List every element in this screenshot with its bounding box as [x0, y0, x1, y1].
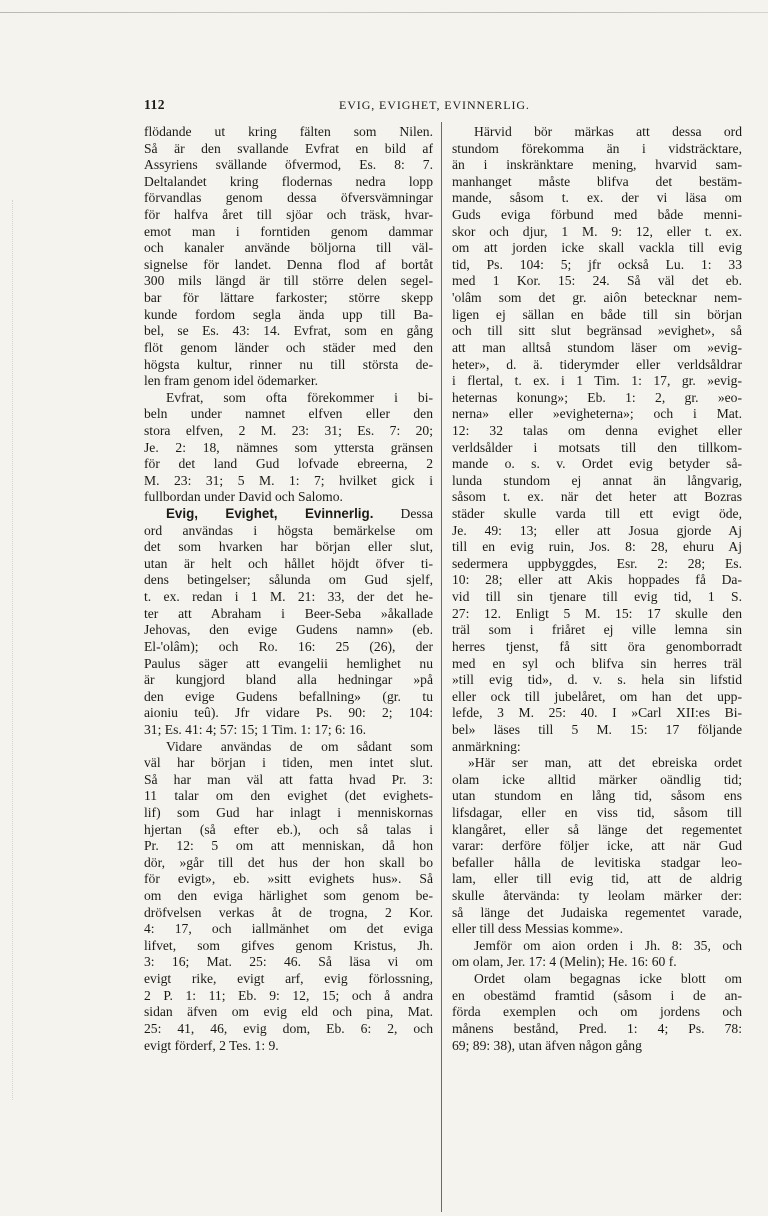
text-line: Evfrat, som ofta förekommer i bi-: [166, 389, 433, 405]
top-rule: [0, 12, 768, 13]
text-line: utan är helt och hållet höjdt öfver ti-: [144, 555, 433, 571]
text-line: varar: derföre följer icke, att när Gud: [452, 838, 742, 854]
text-line: heter», d. ä. tiderymder eller verldsåldrar: [452, 356, 742, 372]
text-line: 4: 17, och iallmänhet om det eviga: [144, 921, 433, 937]
text-line: Så har man väl att fatta hvad Pr. 3:: [144, 771, 433, 787]
text-line: 69; 89: 38), utan äfven någon gång: [452, 1037, 642, 1053]
text-line: tid, Ps. 104: 5; jfr också Lu. 1: 33: [452, 256, 742, 272]
text-line: 31; Es. 41: 4; 57: 15; 1 Tim. 1: 17; 6: 16.: [144, 721, 367, 737]
text-line: len fram genom idel ödemarker.: [144, 373, 319, 389]
text-line: lunda stundom ej annat än långvarig,: [452, 472, 742, 488]
column-divider: [441, 122, 442, 1212]
text-line: stora elfven, 2 M. 23: 31; Es. 7: 20;: [144, 422, 433, 438]
text-line: förda exemplen och om jordens och: [452, 1004, 742, 1020]
text-line: aioniu teû). Jfr vidare Ps. 90: 2; 104:: [144, 705, 433, 721]
text-line: Evig, Evighet, Evinnerlig. Dessa: [166, 506, 433, 522]
text-line: M. 23: 31; 5 M. 1: 7; hvilket gick i: [144, 472, 433, 488]
text-line: skor och djur, 1 M. 9: 12, eller t. ex.: [452, 223, 742, 239]
text-line: Je. 2: 18, nämnes som yttersta gränsen: [144, 439, 433, 455]
text-line: högsta kultur, rinner nu till största de-: [144, 356, 433, 372]
text-line: förvandlas genom dessa öfversvämningar: [144, 190, 433, 206]
margin-specks: [12, 200, 17, 1100]
text-line: i flertal, t. ex. i 1 Tim. 1: 17, gr. »evig-: [452, 373, 742, 389]
text-line: 300 mils längd är till större delen segel-: [144, 273, 433, 289]
text-line: nerna» eller »evigheterna»; och i Mat.: [452, 406, 742, 422]
text-line: städer skulle varda till ett evigt öde,: [452, 506, 742, 522]
text-line: fullbordan under David och Salomo.: [144, 489, 343, 505]
text-line: lifsdagar, eller en viss tid, såsom till: [452, 804, 742, 820]
text-line: herres tjenst, få sitt öra genomborradt: [452, 638, 742, 654]
text-line: om olam, Jer. 17: 4 (Melin); He. 16: 60 f.: [452, 954, 677, 970]
text-line: Pr. 12: 5 om att menniskan, då hon: [144, 838, 433, 854]
text-line: utan stundom en lång tid, såsom ens: [452, 788, 742, 804]
text-line: 3: 16; Mat. 25: 46. Så läsa vi om: [144, 954, 433, 970]
text-line: ord användas i högsta bemärkelse om: [144, 522, 433, 538]
text-line: bel» läses till 5 M. 15: 17 följande: [452, 721, 742, 737]
text-line: 2 P. 1: 11; Eb. 9: 12, 15; och å andra: [144, 987, 433, 1003]
text-line: signelse för landet. Denna flod af bortåt: [144, 256, 433, 272]
text-line: flöt genom länder och städer med den: [144, 339, 433, 355]
text-line: såsom t. ex. när det heter att Bozras: [452, 489, 742, 505]
text-line: Härvid bör märkas att dessa ord: [474, 124, 742, 139]
text-line: bel, se Es. 43: 14. Evfrat, som en gång: [144, 323, 433, 339]
text-line: det som hvarken har början eller slut,: [144, 539, 433, 555]
text-line: Deltalandet kring flodernas nedra lopp: [144, 173, 433, 189]
text-line: träl som i friåret ej ville lemna sin: [452, 622, 742, 638]
text-line: om den eviga härlighet som genom be-: [144, 888, 433, 904]
text-line: klangåret, eller så länge det regementet: [452, 821, 742, 837]
text-line: månens bestånd, Pred. 1: 4; Ps. 78:: [452, 1020, 742, 1036]
text-line: Paulus säger att evangelii hemlighet nu: [144, 655, 433, 671]
text-line: att man alltså stundom läser om »evig-: [452, 339, 742, 355]
text-line: evigt förderf, 2 Tes. 1: 9.: [144, 1037, 279, 1053]
text-line: verldsålder i motsats till den tillkom-: [452, 439, 742, 455]
text-line: eller ock till jubelåret, om han det upp-: [452, 688, 742, 704]
text-line: Vidare användas de om sådant som: [166, 738, 433, 754]
page-header: [144, 97, 744, 117]
text-line: Assyriens svällande öfvermod, Es. 8: 7.: [144, 157, 433, 173]
text-line: olam icke alltid märker oändlig tid;: [452, 771, 742, 787]
right-column: [452, 124, 742, 1054]
text-line: anmärkning:: [452, 738, 521, 754]
text-line: och kanaler använde böljorna till väl-: [144, 240, 433, 256]
text-line: »till evig tid», d. v. s. hela sin lifstid: [452, 672, 742, 688]
text-line: Je. 49: 13; eller att Josua gjorde Aj: [452, 522, 742, 538]
text-line: för halfva året till sjöar och träsk, hvar-: [144, 207, 433, 223]
text-line: Ordet olam begagnas icke blott om: [474, 971, 742, 987]
entry-heading: Evig, Evighet, Evinnerlig.: [166, 506, 374, 522]
text-line: manhanget måste blifva det bestäm-: [452, 173, 742, 189]
text-line: heternas konung»; Eb. 1: 2, gr. »eo-: [452, 389, 742, 405]
text-line: evigt rike, evigt arf, evig förlossning,: [144, 971, 433, 987]
text-line: Så är den svallande Evfrat en bild af: [144, 140, 433, 156]
text-line: bar för lättare farkoster; större skepp: [144, 290, 433, 306]
page-number: 112: [144, 97, 166, 112]
text-line: med 1 Kor. 15: 24. Så väl det eb.: [452, 273, 742, 289]
text-line: hjertan (så efter eb.), och så talas i: [144, 821, 433, 837]
text-line: 27: 12. Enligt 5 M. 15: 17 skulle den: [452, 605, 742, 621]
text-line: 11 talar om den evighet (det evighets-: [144, 788, 433, 804]
text-line: stundom förekomma än i vidsträcktare,: [452, 140, 742, 156]
text-line: emot man i forntiden genom dammar: [144, 223, 433, 239]
text-line: t. ex. redan i 1 M. 21: 33, der det he-: [144, 589, 433, 605]
text-line: mande o. s. v. Ordet evig betyder så-: [452, 456, 742, 472]
text-line: beln under namnet elfven eller den: [144, 406, 433, 422]
text-line: dröfvelsen verkas åt de trogna, 2 Kor.: [144, 904, 433, 920]
text-line: lif) som Gud har inlagt i menniskornas: [144, 804, 433, 820]
text-line: mande, såsom t. ex. der vi läsa om: [452, 190, 742, 206]
text-line: är kungjord bland alla hedningar »på: [144, 672, 433, 688]
text-line: eller till dess Messias komme».: [452, 921, 624, 937]
text-line: den evige Gudens befallning» (gr. tu: [144, 688, 433, 704]
text-line: skulle återvända: ty leolam märker der:: [452, 888, 742, 904]
text-line: dör, »går till det hus der hon skall bo: [144, 854, 433, 870]
text-line: 25: 41, 46, evig dom, Eb. 6: 2, och: [144, 1020, 433, 1036]
text-line: »Här ser man, att det ebreiska ordet: [468, 755, 742, 771]
text-line: kunde fordom segla ända upp till Ba-: [144, 306, 433, 322]
text-line: flödande ut kring fälten som Nilen.: [144, 124, 433, 139]
text-line: 12: 32 talas om denna evighet eller: [452, 422, 742, 438]
text-line: vid till sin tjenare till evig tid, 1 S.: [452, 589, 742, 605]
left-column: [144, 124, 433, 1054]
text-line: ligen ej sällan en både till sin början: [452, 306, 742, 322]
text-line: 10: 28; eller att Akis hoppades få Da-: [452, 572, 742, 588]
text-line: 'olâm som det gr. aiôn betecknar nem-: [452, 290, 742, 306]
text-line: en obestämd framtid (såsom i de an-: [452, 987, 742, 1003]
running-head: EVIG, EVIGHET, EVINNERLIG.: [339, 98, 530, 112]
text-line: om att jorden icke skall vackla till evig: [452, 240, 742, 256]
text-line: lefde, 3 M. 25: 40. I »Carl XII:es Bi-: [452, 705, 742, 721]
text-line: sedermera uppbyggdes, Esr. 2: 28; Es.: [452, 555, 742, 571]
text-line: med en syl och blifva sin herres träl: [452, 655, 742, 671]
text-line: för det land Gud lofvade ebreerna, 2: [144, 456, 433, 472]
text-line: och till sitt slut begränsad »evighet», så: [452, 323, 742, 339]
text-line: till en evig ruin, Jos. 8: 28, ehuru Aj: [452, 539, 742, 555]
text-line: dens betingelser; sålunda om Gud sjelf,: [144, 572, 433, 588]
text-line: för evigt», eb. »sitt evighets hus». Så: [144, 871, 433, 887]
text-line: Guds eviga förbund med både menni-: [452, 207, 742, 223]
text-line: väl har början i tiden, men intet slut.: [144, 755, 433, 771]
text-line: så länge det Judaiska regementet varade,: [452, 904, 742, 920]
text-line: ter att Abraham i Beer-Seba »åkallade: [144, 605, 433, 621]
text-line: Jehovas, den evige Gudens namn» (eb.: [144, 622, 433, 638]
text-line: än i inskränktare mening, hvarvid sam-: [452, 157, 742, 173]
text-line: lam, eller till evig tid, att de aldrig: [452, 871, 742, 887]
text-line: Jemför om aion orden i Jh. 8: 35, och: [474, 937, 742, 953]
text-line: El-'olâm); och Ro. 16: 25 (26), der: [144, 638, 433, 654]
text-line: befaller hålla de levitiska stadgar leo-: [452, 854, 742, 870]
text-line: lifvet, som gifves genom Kristus, Jh.: [144, 937, 433, 953]
text-line: sidan äfven om evig eld och pina, Mat.: [144, 1004, 433, 1020]
